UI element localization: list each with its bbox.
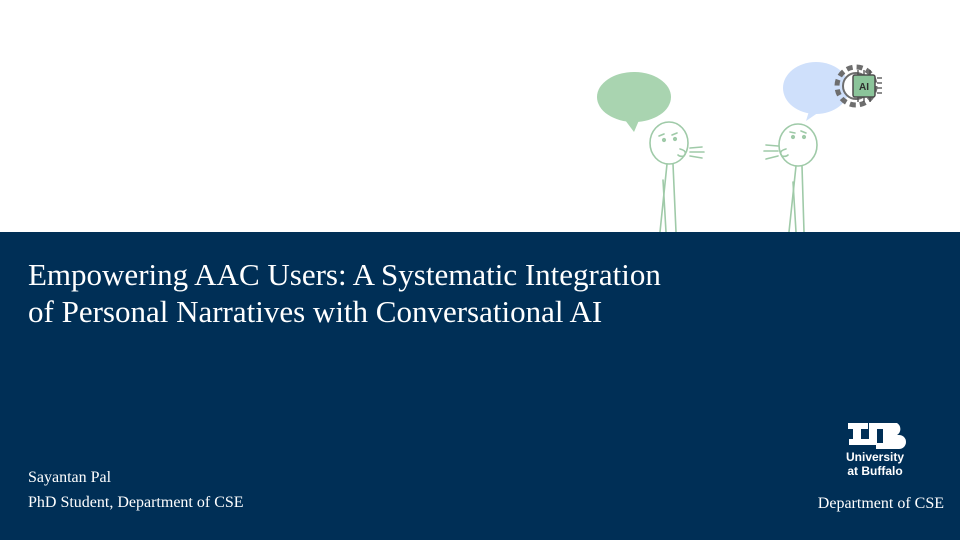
- stick-figure-right: [764, 124, 817, 232]
- green-speech-bubble-icon: [597, 72, 671, 132]
- ub-logo-line2: at Buffalo: [847, 464, 903, 478]
- ai-chip-gear-icon: [837, 67, 882, 105]
- conversation-illustration: [0, 0, 960, 232]
- ub-logo-wordmark: [832, 450, 918, 478]
- author-name: Sayantan Pal: [28, 469, 112, 486]
- stick-figure-left: [650, 122, 704, 232]
- ai-chip-label: AI: [859, 82, 869, 93]
- department-label: Department of CSE: [817, 495, 944, 512]
- slide-title: Empowering AAC Users: A Systematic Integration of Personal Narratives with Conversational AI: [28, 257, 661, 329]
- ub-logo-line1: University: [845, 450, 905, 464]
- author-role: PhD Student, Department of CSE: [28, 494, 244, 511]
